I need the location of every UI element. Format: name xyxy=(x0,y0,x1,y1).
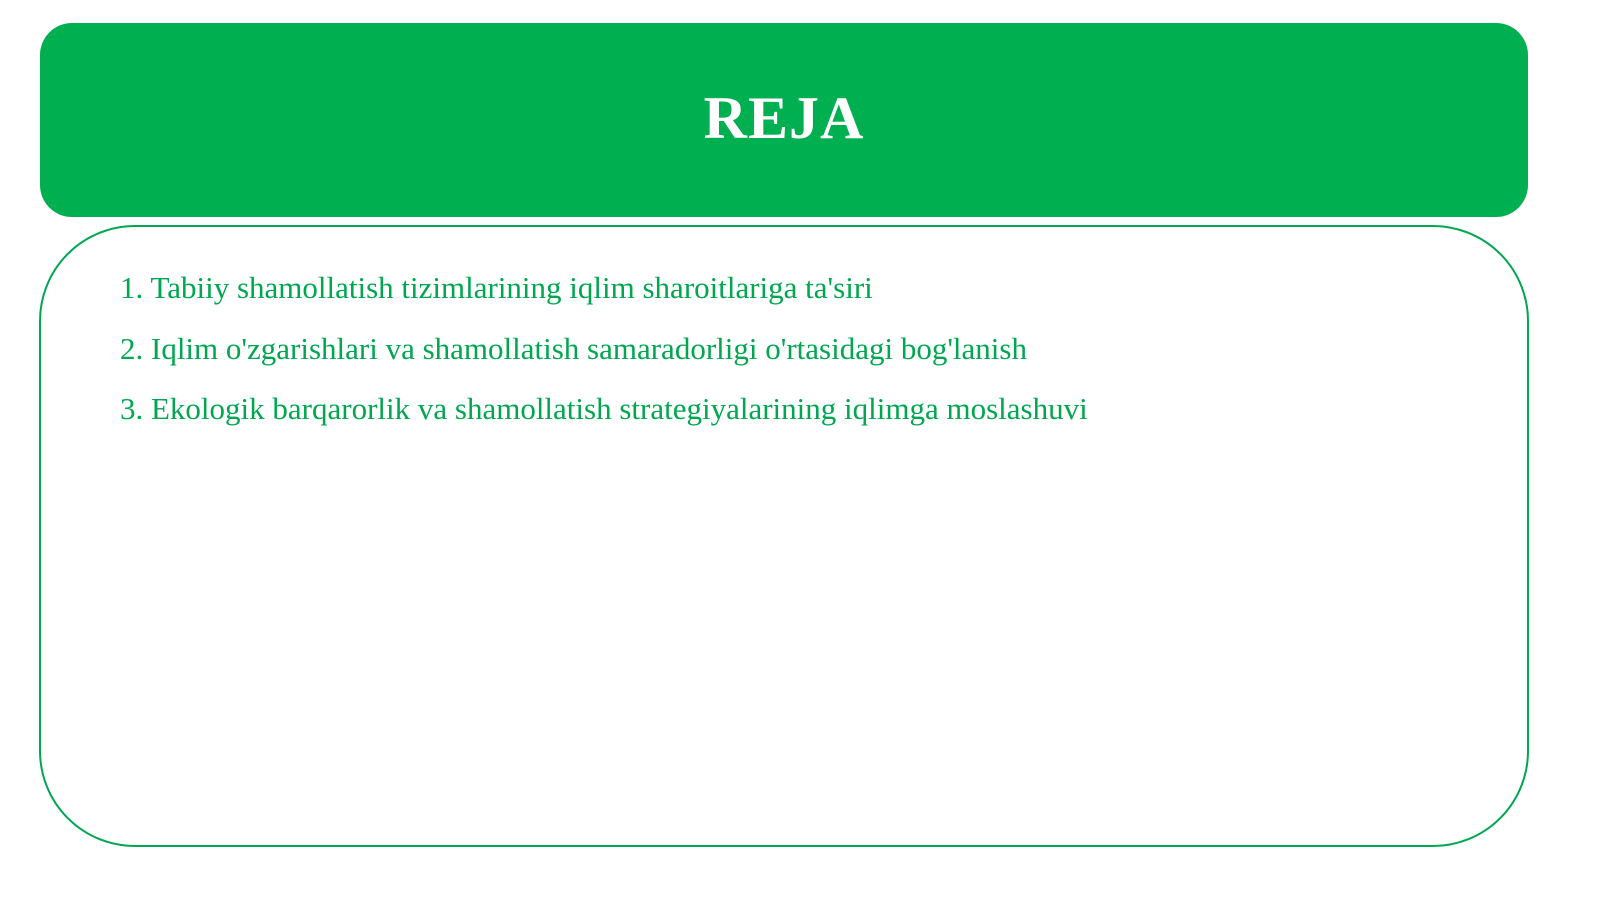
plan-item-3: 3. Ekologik barqarorlik va shamollatish strategiyalarining iqlimga moslashuvi xyxy=(120,391,1088,426)
plan-item-2: 2. Iqlim o'zgarishlari va shamollatish samaradorligi o'rtasidagi bog'lanish xyxy=(120,330,1027,366)
header-banner xyxy=(40,23,1528,217)
plan-item-1: 1. Tabiiy shamollatish tizimlarining iqlim sharoitlariga ta'siri xyxy=(120,270,873,305)
plan-list xyxy=(120,268,1088,450)
slide-title: REJA xyxy=(703,84,865,151)
